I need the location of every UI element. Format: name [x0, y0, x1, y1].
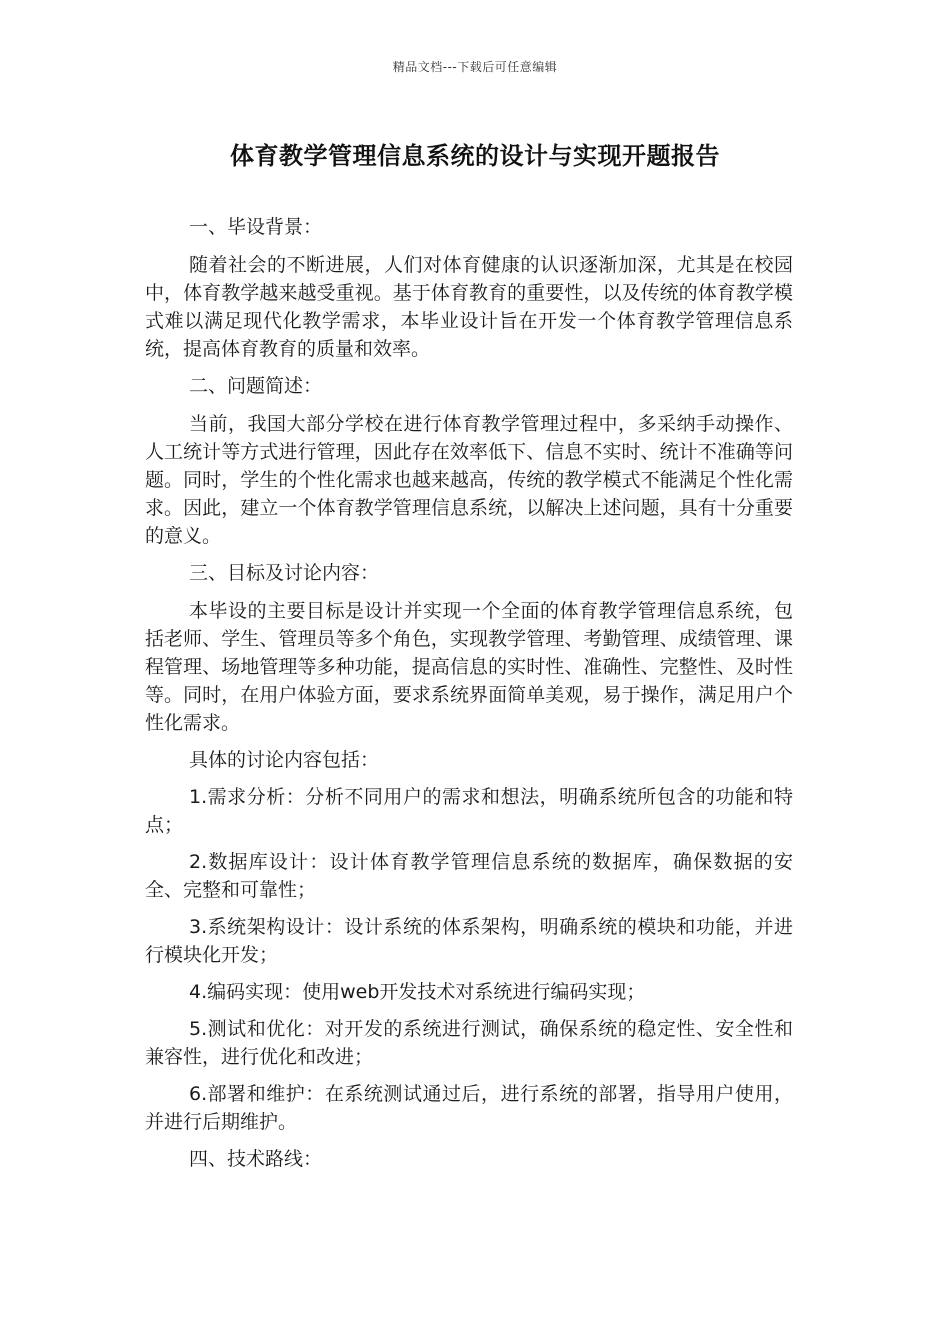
- page-header-watermark: 精品文档---下载后可任意编辑: [392, 60, 558, 74]
- list-item-coding: 4.编码实现：使用web开发技术对系统进行编码实现；: [189, 981, 646, 1003]
- list-item-deployment: 6.部署和维护：在系统测试通过后，进行系统的部署，指导用户使用，并进行后期维护。: [145, 1083, 793, 1133]
- section-heading-tech-route: 四、技术路线：: [189, 1148, 323, 1170]
- list-item-testing: 5.测试和优化：对开发的系统进行测试，确保系统的稳定性、安全性和兼容性，进行优化和改进；: [145, 1018, 793, 1068]
- paragraph-content-intro: 具体的讨论内容包括：: [189, 749, 380, 771]
- section-heading-background: 一、毕设背景：: [189, 216, 323, 238]
- paragraph-problem: 当前，我国大部分学校在进行体育教学管理过程中，多采纳手动操作、人工统计等方式进行管理，因此存在效率低下、信息不实时、统计不准确等问题。同时，学生的个性化需求也越来越高，传统的教学模式不能满足个性化需求。因此，建立一个体育教学管理信息系统，以解决上述问题，具有十分重要的意义。: [145, 413, 793, 547]
- list-item-database: 2.数据库设计：设计体育教学管理信息系统的数据库，确保数据的安全、完整和可靠性；: [145, 851, 793, 901]
- list-item-requirements: 1.需求分析：分析不同用户的需求和想法，明确系统所包含的功能和特点；: [145, 786, 793, 836]
- list-item-architecture: 3.系统架构设计：设计系统的体系架构，明确系统的模块和功能，并进行模块化开发；: [145, 916, 793, 966]
- section-heading-problem: 二、问题简述：: [189, 375, 323, 397]
- paragraph-goals: 本毕设的主要目标是设计并实现一个全面的体育教学管理信息系统，包括老师、学生、管理员等多个角色，实现教学管理、考勤管理、成绩管理、课程管理、场地管理等多种功能，提高信息的实时性、准确性、完整性、及时性等。同时，在用户体验方面，要求系统界面简单美观，易于操作，满足用户个性化需求。: [145, 600, 793, 734]
- document-body: [145, 213, 793, 1183]
- document-title: 体育教学管理信息系统的设计与实现开题报告: [230, 142, 720, 170]
- section-heading-goals: 三、目标及讨论内容：: [189, 562, 380, 584]
- paragraph-background: 随着社会的不断进展，人们对体育健康的认识逐渐加深，尤其是在校园中，体育教学越来越受重视。基于体育教育的重要性，以及传统的体育教学模式难以满足现代化教学需求，本毕业设计旨在开发一个体育教学管理信息系统，提高体育教育的质量和效率。: [145, 254, 793, 360]
